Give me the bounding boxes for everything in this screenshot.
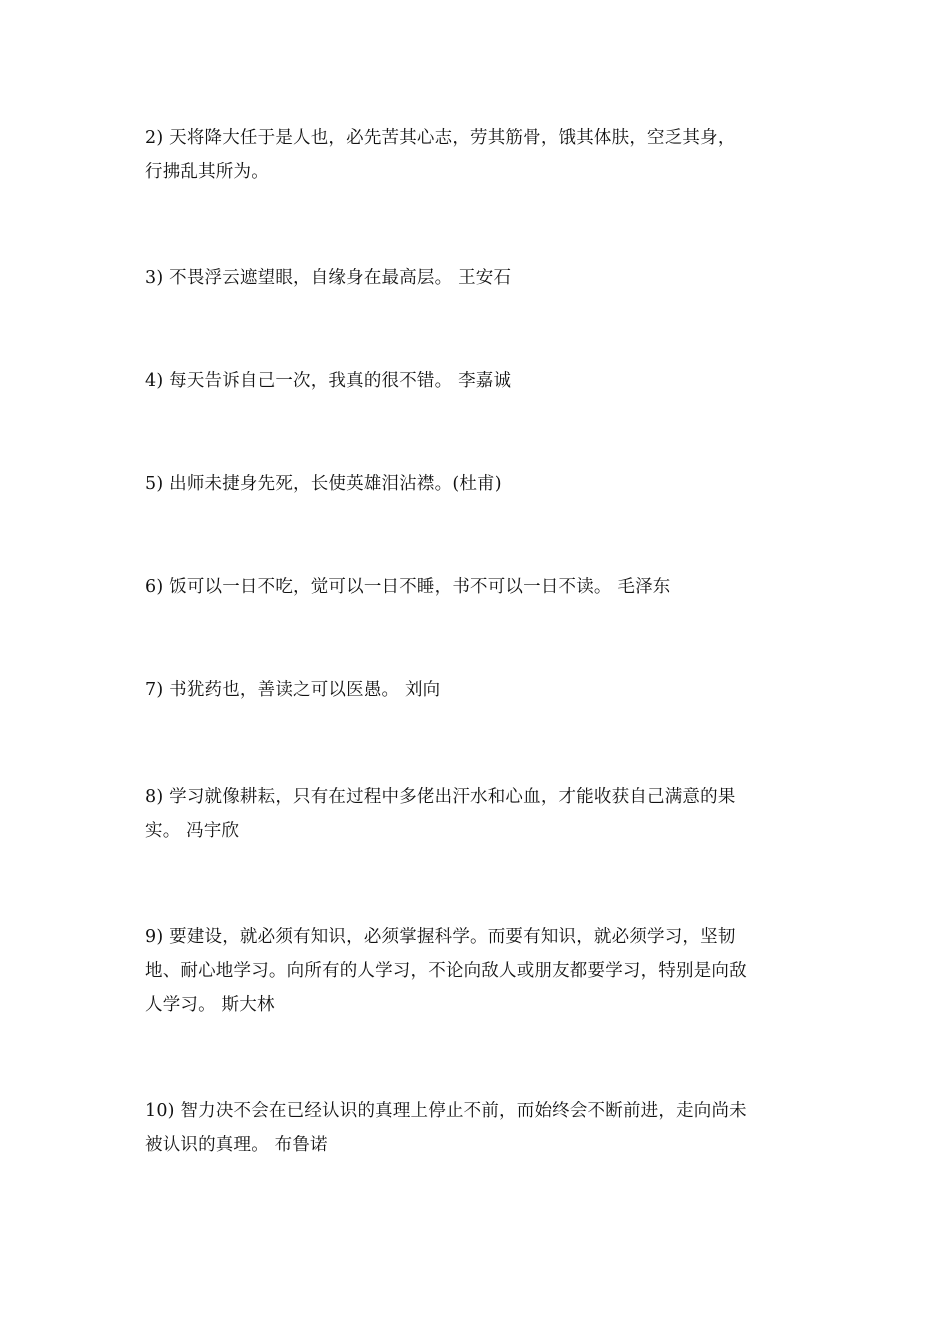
quote-9 [145,920,813,1022]
quote-line: 7) 书犹药也，善读之可以医愚。 刘向 [145,680,441,700]
quote-line: 4) 每天告诉自己一次，我真的很不错。 李嘉诚 [145,371,512,391]
quote-8 [145,780,813,848]
quote-line: 被认识的真理。 布鲁诺 [145,1135,328,1155]
quote-line: 人学习。 斯大林 [145,995,275,1015]
quote-line: 10) 智力决不会在已经认识的真理上停止不前，而始终会不断前进，走向尚未 [145,1101,747,1121]
quote-line: 8) 学习就像耕耘，只有在过程中多佬出汗水和心血，才能收获自己满意的果 [145,787,736,807]
quote-10 [145,1094,813,1162]
quote-line: 2) 天将降大任于是人也，必先苦其心志，劳其筋骨，饿其体肤，空乏其身， [145,128,736,148]
quote-line: 地、耐心地学习。向所有的人学习，不论向敌人或朋友都要学习，特别是向敌 [145,961,747,981]
quote-line: 3) 不畏浮云遮望眼，自缘身在最高层。 王安石 [145,268,512,288]
quote-2 [145,121,813,189]
quote-line: 9) 要建设，就必须有知识，必须掌握科学。而要有知识，就必须学习，坚韧 [145,927,736,947]
quote-4 [145,364,813,398]
quote-3 [145,261,813,295]
quote-6 [145,570,813,604]
quote-7 [145,673,813,707]
quote-line: 6) 饭可以一日不吃，觉可以一日不睡，书不可以一日不读。 毛泽东 [145,577,671,597]
quote-5 [145,467,813,501]
quote-line: 行拂乱其所为。 [145,162,269,182]
quote-line: 实。 冯宇欣 [145,821,240,841]
quote-line: 5) 出师未捷身先死，长使英雄泪沾襟。(杜甫) [145,474,502,494]
